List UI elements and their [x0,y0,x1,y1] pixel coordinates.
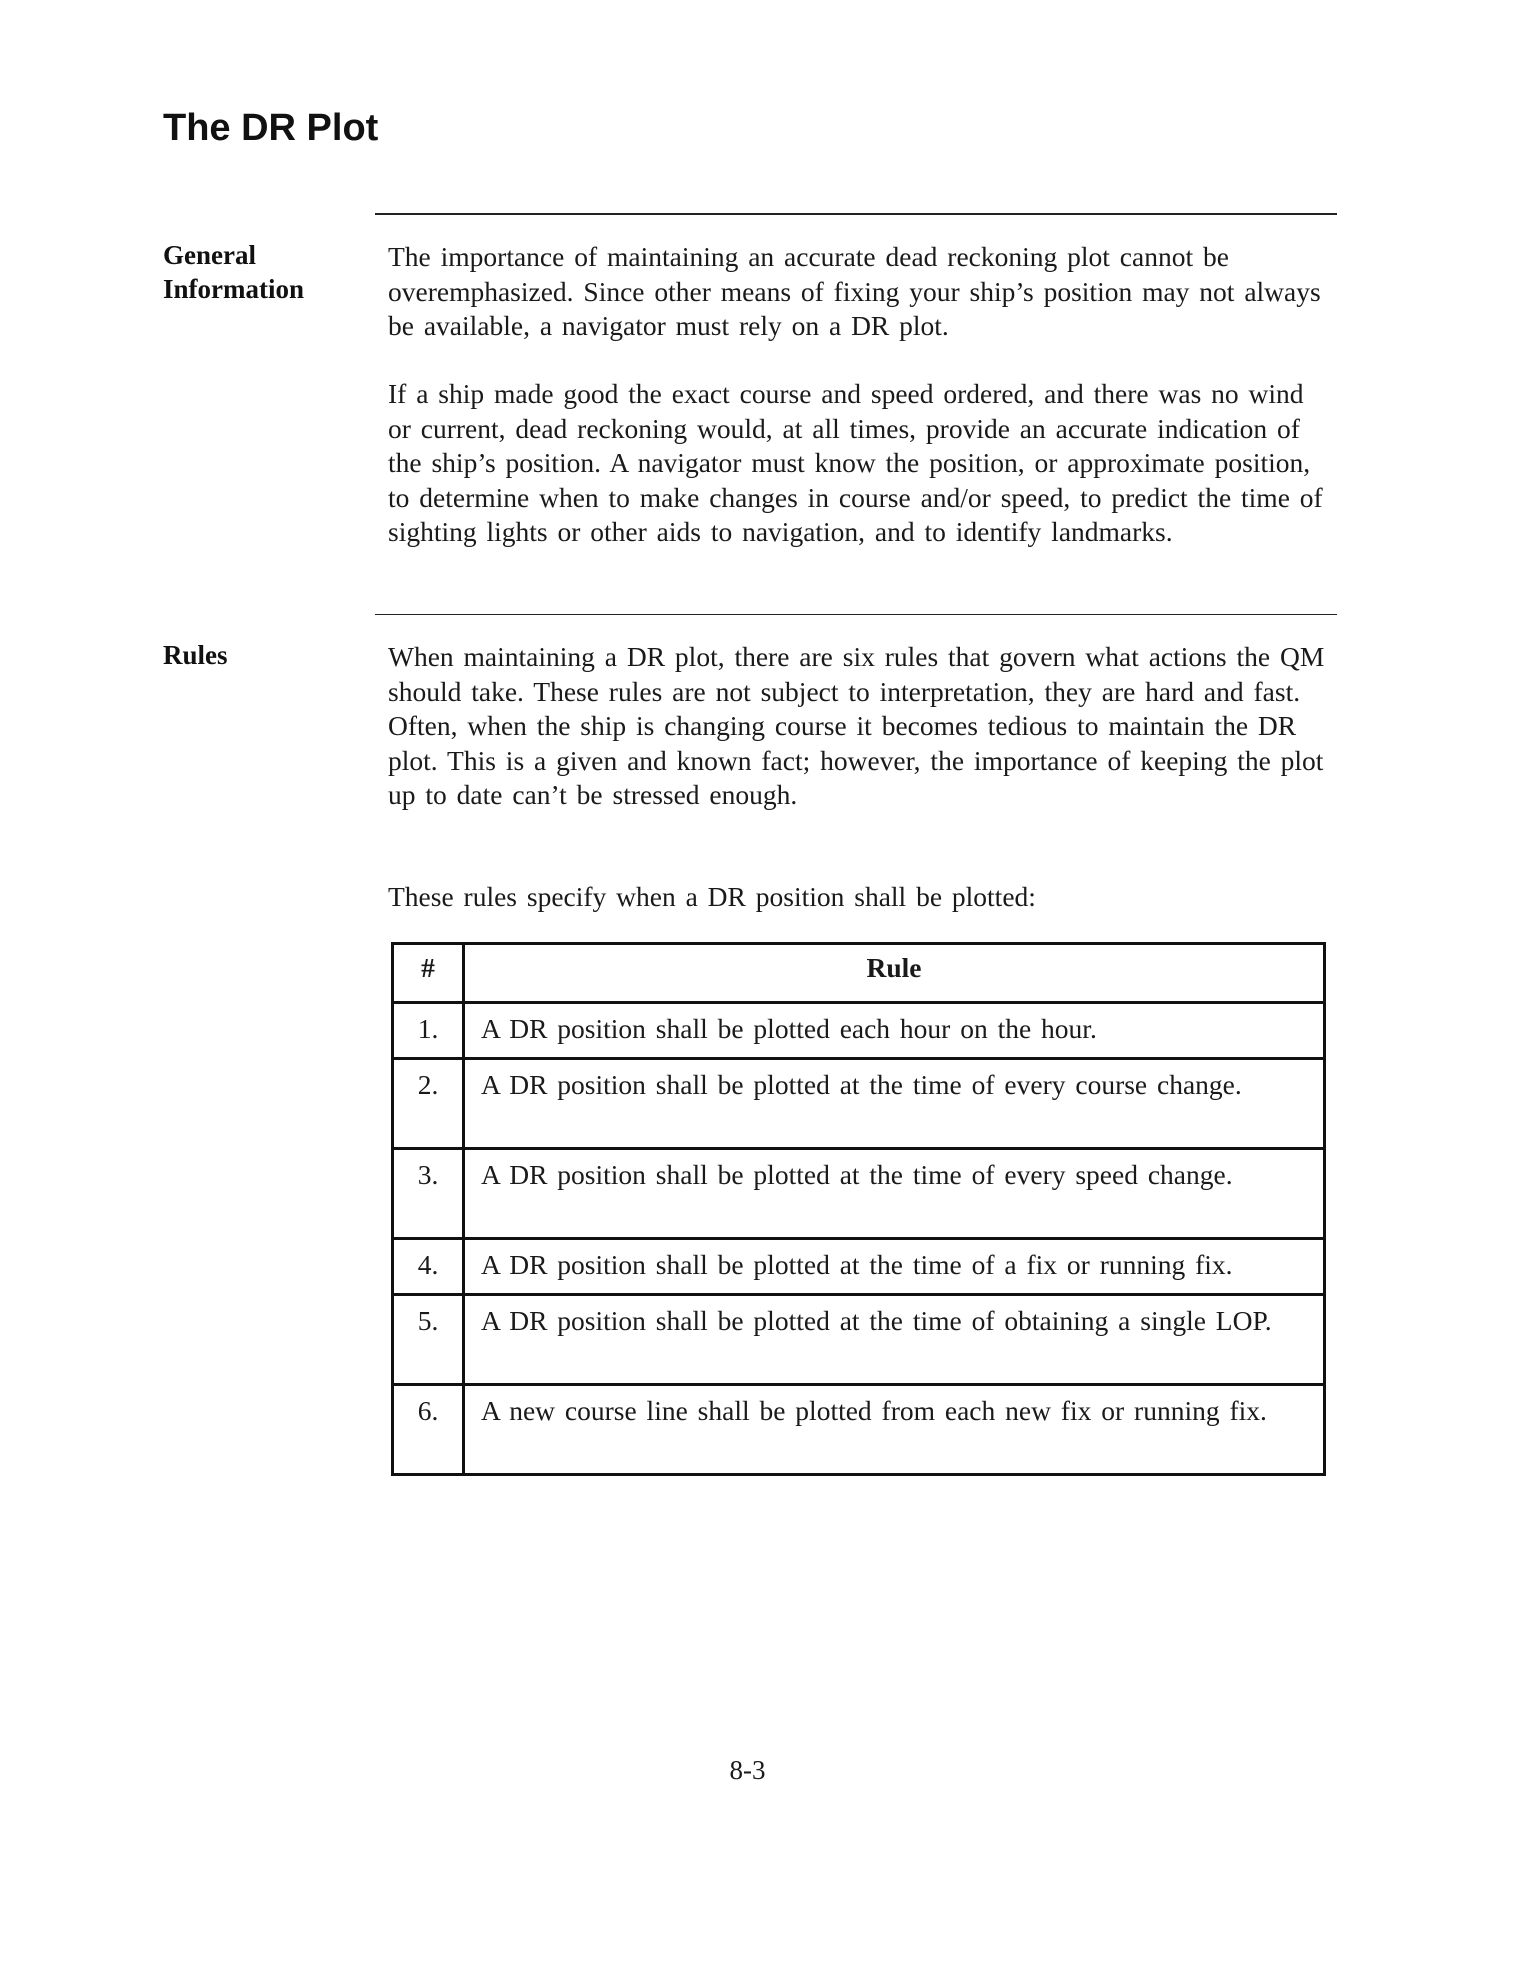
rule-text: A DR position shall be plotted at the time of every course change. [464,1059,1325,1149]
rule-text: A DR position shall be plotted at the time of every speed change. [464,1149,1325,1239]
page-title: The DR Plot [163,107,379,149]
table-row [393,1385,1325,1475]
rules-table-header-num: # [393,944,464,1003]
rule-number: 3. [393,1149,464,1239]
table-row [393,1149,1325,1239]
table-row [393,1003,1325,1059]
rules-paragraph-1: When maintaining a DR plot, there are six rules that govern what actions the QM should take. These rules are not subject to interpretation, they are hard and fast. Often, when the ship is changing course it becomes tedious to maintain the DR plot. This is a given and known fact; however, the importance of keeping the plot up to date can’t be stressed enough. [388,641,1325,810]
rule-number: 5. [393,1295,464,1385]
rule-number: 4. [393,1239,464,1295]
general-label-line-2: Information [163,274,304,304]
rules-table-header-row [393,944,1325,1003]
general-paragraph-2: If a ship made good the exact course and speed ordered, and there was no wind or current, dead reckoning would, at all times, provide an accurate indication of the ship’s position. A navigator must know the position, or approximate position, to determine when to make changes in course and/or speed, to predict the time of sighting lights or other aids to navigation, and to identify landmarks. [388,378,1323,547]
rules-paragraph-2: These rules specify when a DR position shall be plotted: [388,881,1036,912]
general-information-label [163,238,304,306]
general-label-line-1: General [163,240,256,270]
rules-table [391,942,1326,1476]
rule-text: A new course line shall be plotted from each new fix or running fix. [464,1385,1325,1475]
rules-label: Rules [163,640,228,670]
rule-number: 2. [393,1059,464,1149]
rule-number: 6. [393,1385,464,1475]
rule-text: A DR position shall be plotted at the time of obtaining a single LOP. [464,1295,1325,1385]
section-divider-rules [375,614,1337,615]
rule-text: A DR position shall be plotted each hour on the hour. [464,1003,1325,1059]
rules-table-header-rule: Rule [464,944,1325,1003]
page-number: 8-3 [729,1755,766,1785]
general-paragraph-1: The importance of maintaining an accurate dead reckoning plot cannot be overemphasized. Since other means of fixing your ship’s position may not always be available, a navigator must rely on a DR plot. [388,241,1321,341]
section-divider-top [375,213,1337,215]
table-row [393,1239,1325,1295]
rule-number: 1. [393,1003,464,1059]
table-row [393,1059,1325,1149]
rule-text: A DR position shall be plotted at the time of a fix or running fix. [464,1239,1325,1295]
table-row [393,1295,1325,1385]
